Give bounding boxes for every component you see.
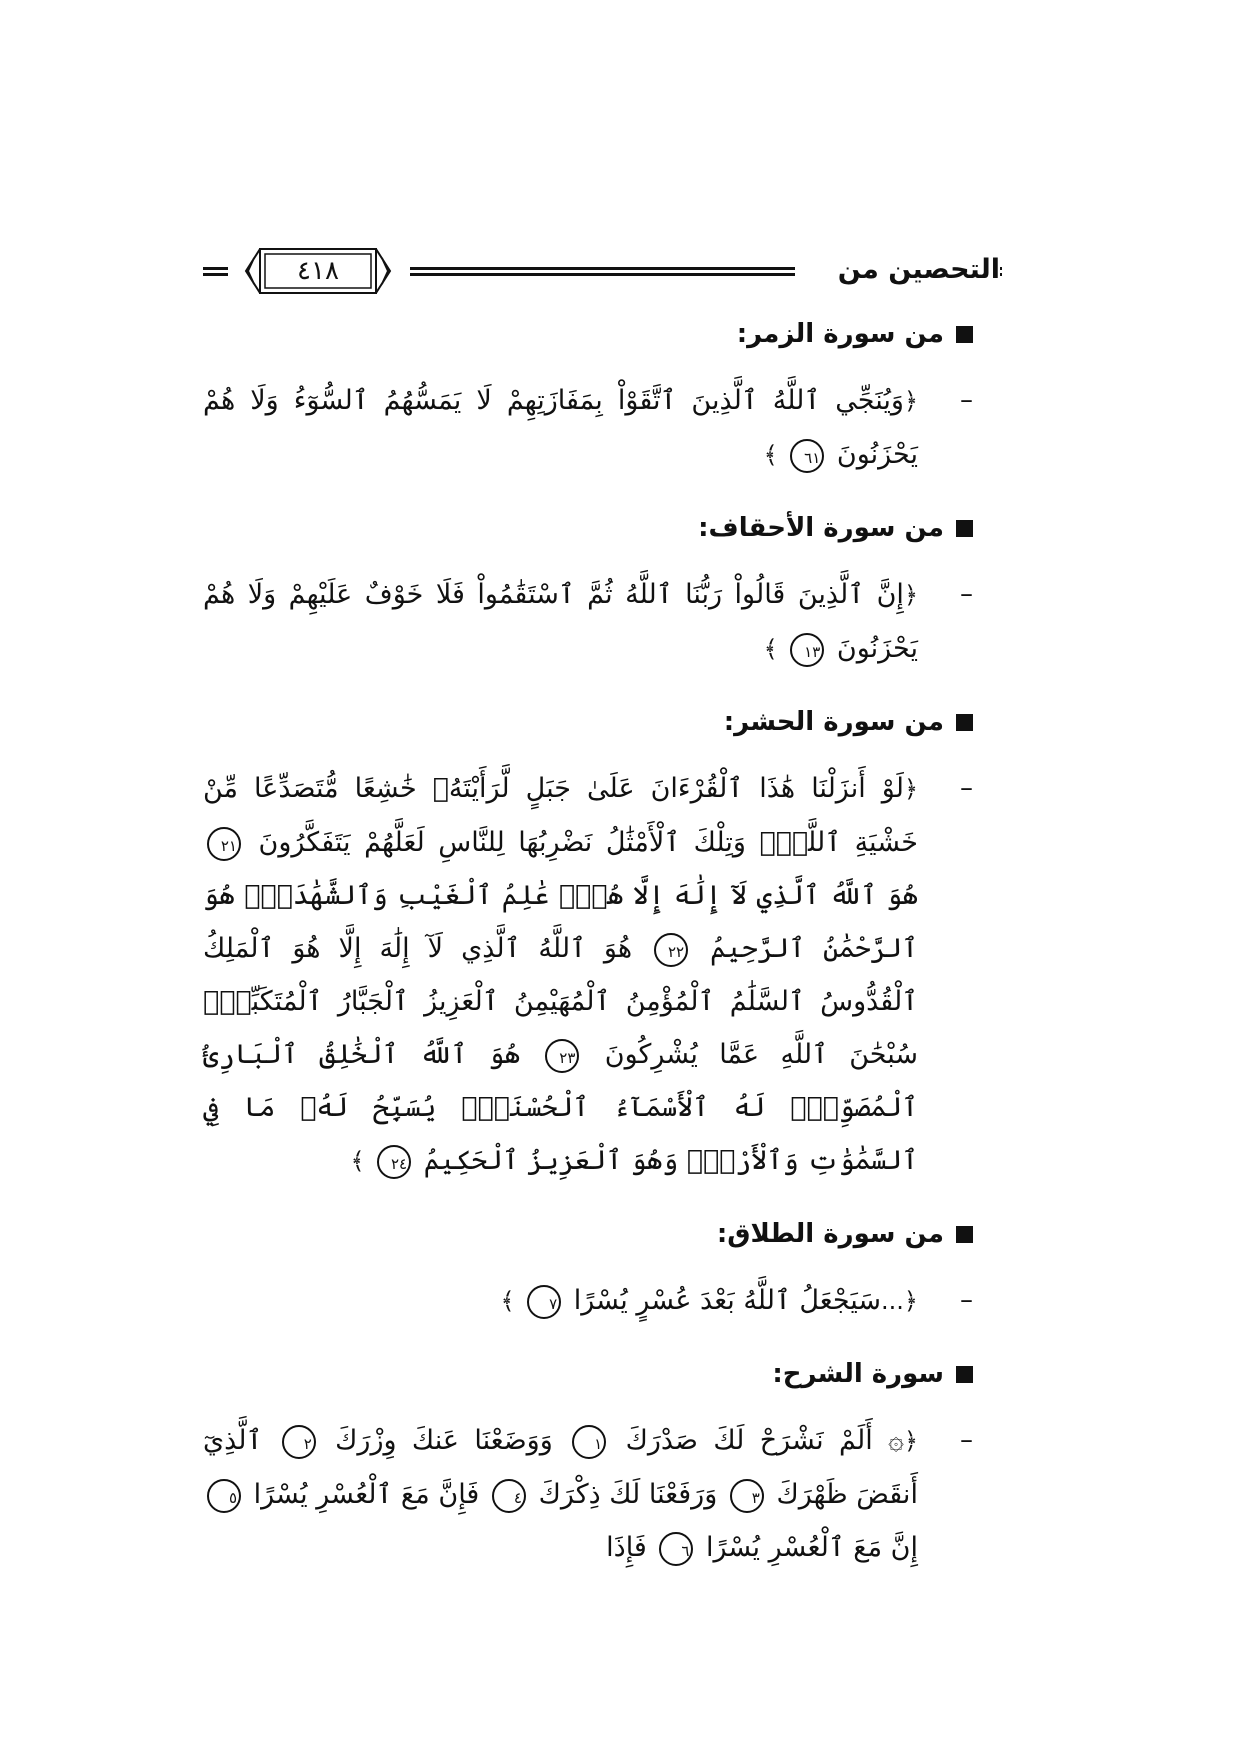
dash-bullet-icon: – [960, 773, 973, 803]
ayah-number-marker: ٢١ [207, 827, 241, 861]
verse-block [203, 568, 973, 676]
book-title: التحصين من [837, 254, 1000, 285]
section-title [203, 1352, 973, 1396]
ayah-number-marker: ١ [572, 1425, 606, 1459]
section-title-text: من سورة الأحقاف: [698, 513, 944, 543]
opening-bracket: ﴿ [903, 387, 918, 415]
ayah-number-marker: ٢٢ [654, 933, 688, 967]
running-header [203, 240, 1000, 304]
ayah-number-marker: ٢٤ [377, 1145, 411, 1179]
opening-bracket: ﴿... [881, 1287, 918, 1315]
verse-segment: هُوَ ٱللَّهُ ٱلَّذِي لَآ إِلَٰهَ إِلَّا هُوَ ٱلْمَلِكُ ٱلْقُدُّوسُ ٱلسَّلَٰمُ ٱلْمُؤْمِنُ ٱلْمُهَيْمِنُ ٱلْعَزِيزُ ٱلْجَبَّارُ ٱلْمُتَكَبِّرُۚ سُبْحَٰنَ ٱللَّهِ عَمَّا يُشْرِكُونَ [203, 933, 918, 1070]
square-bullet-icon [956, 326, 973, 343]
verse-segment: إِنَّ مَعَ ٱلْعُسْرِ يُسْرًا [706, 1532, 918, 1563]
ayah-number-marker: ٣ [730, 1479, 764, 1513]
verse-segment: هُوَ ٱللَّهُ ٱلْخَٰلِقُ ٱلْبَارِئُ ٱلْمُصَوِّرُۖ لَهُ ٱلْأَسْمَآءُ ٱلْحُسْنَىٰۚ يُسَبِّحُ لَهُۥ مَا فِي ٱلسَّمَٰوَٰتِ وَٱلْأَرْضِۖ وَهُوَ ٱلْعَزِيزُ ٱلْحَكِيمُ [203, 1039, 918, 1176]
section-title-text: سورة الشرح: [772, 1359, 944, 1389]
page-content [203, 312, 973, 1598]
opening-bracket: ﴿ [903, 775, 918, 803]
verse-segment: لَوْ أَنزَلْنَا هَٰذَا ٱلْقُرْءَانَ عَلَىٰ جَبَلٍ لَّرَأَيْتَهُۥ خَٰشِعًا مُّتَصَدِّعًا مِّنْ خَشْيَةِ ٱللَّهِۚ وَتِلْكَ ٱلْأَمْثَٰلُ نَضْرِبُهَا لِلنَّاسِ لَعَلَّهُمْ يَتَفَكَّرُونَ [203, 773, 918, 858]
dash-bullet-icon: – [960, 385, 973, 415]
verse-text [203, 374, 918, 482]
ayah-number-marker: ٦١ [790, 439, 824, 473]
header-rule-left [203, 267, 228, 276]
dash-bullet-icon: – [960, 579, 973, 609]
square-bullet-icon [956, 714, 973, 731]
section-title [203, 1212, 973, 1256]
verse-segment: ٱلَّذِيٓ أَنقَضَ ظَهْرَكَ [203, 1425, 918, 1510]
closing-bracket: ﴾ [763, 441, 778, 469]
closing-bracket: ﴾ [763, 635, 778, 663]
header-rule [410, 267, 795, 276]
section-title [203, 506, 973, 550]
opening-bracket: ﴿ [903, 581, 918, 609]
verse-segment: فَإِنَّ مَعَ ٱلْعُسْرِ يُسْرًا [253, 1479, 480, 1510]
verse-text [203, 762, 918, 1188]
verse-text [203, 568, 918, 676]
page-number-frame [238, 246, 398, 296]
square-bullet-icon [956, 1226, 973, 1243]
verse-block [203, 762, 973, 1188]
section-title-text: من سورة الطلاق: [716, 1219, 944, 1249]
page-number: ٤١٨ [297, 256, 339, 286]
verse-segment: وَرَفَعْنَا لَكَ ذِكْرَكَ [538, 1479, 718, 1510]
ayah-number-marker: ٢٣ [545, 1039, 579, 1073]
ayah-number-marker: ٤ [492, 1479, 526, 1513]
section-title-text: من سورة الزمر: [736, 319, 944, 349]
verse-text [203, 1414, 918, 1574]
opening-bracket: ﴿ [903, 1427, 919, 1455]
verse-segment: وَوَضَعْنَا عَنكَ وِزْرَكَ [335, 1425, 553, 1456]
verse-segment: فَإِذَا [606, 1532, 647, 1563]
ayah-number-marker: ٦ [659, 1532, 693, 1566]
verse-segment: سَيَجْعَلُ ٱللَّهُ بَعْدَ عُسْرٍ يُسْرًا [573, 1285, 882, 1316]
verse-block [203, 1414, 973, 1574]
dash-bullet-icon: – [960, 1285, 973, 1315]
ayah-number-marker: ٧ [527, 1285, 561, 1319]
verse-segment: وَيُنَجِّي ٱللَّهُ ٱلَّذِينَ ٱتَّقَوْاْ بِمَفَازَتِهِمْ لَا يَمَسُّهُمُ ٱلسُّوٓءُ وَلَا هُمْ يَحْزَنُونَ [203, 385, 918, 470]
section-title-text: من سورة الحشر: [723, 707, 944, 737]
ayah-number-marker: ٥ [207, 1479, 241, 1513]
verse-segment: هُوَ ٱللَّهُ ٱلَّذِي لَآ إِلَٰهَ إِلَّا هُوَۖ عَٰلِمُ ٱلْغَيْبِ وَٱلشَّهَٰدَةِۖ هُوَ ٱلرَّحْمَٰنُ ٱلرَّحِيمُ [203, 880, 918, 964]
ayah-number-marker: ١٣ [790, 633, 824, 667]
verse-text [203, 1274, 918, 1328]
verse-segment: إِنَّ ٱلَّذِينَ قَالُواْ رَبُّنَا ٱللَّهُ ثُمَّ ٱسْتَقَٰمُواْ فَلَا خَوْفٌ عَلَيْهِمْ وَلَا هُمْ يَحْزَنُونَ [203, 579, 918, 664]
verse-block [203, 374, 973, 482]
header-rule-right [1000, 267, 1002, 276]
closing-bracket: ﴾ [350, 1147, 365, 1175]
section-title [203, 700, 973, 744]
verse-segment: ۞ أَلَمْ نَشْرَحْ لَكَ صَدْرَكَ [625, 1425, 904, 1456]
square-bullet-icon [956, 1366, 973, 1383]
verse-block [203, 1274, 973, 1328]
square-bullet-icon [956, 520, 973, 537]
dash-bullet-icon: – [960, 1425, 973, 1455]
ayah-number-marker: ٢ [282, 1425, 316, 1459]
section-title [203, 312, 973, 356]
closing-bracket: ﴾ [500, 1287, 515, 1315]
